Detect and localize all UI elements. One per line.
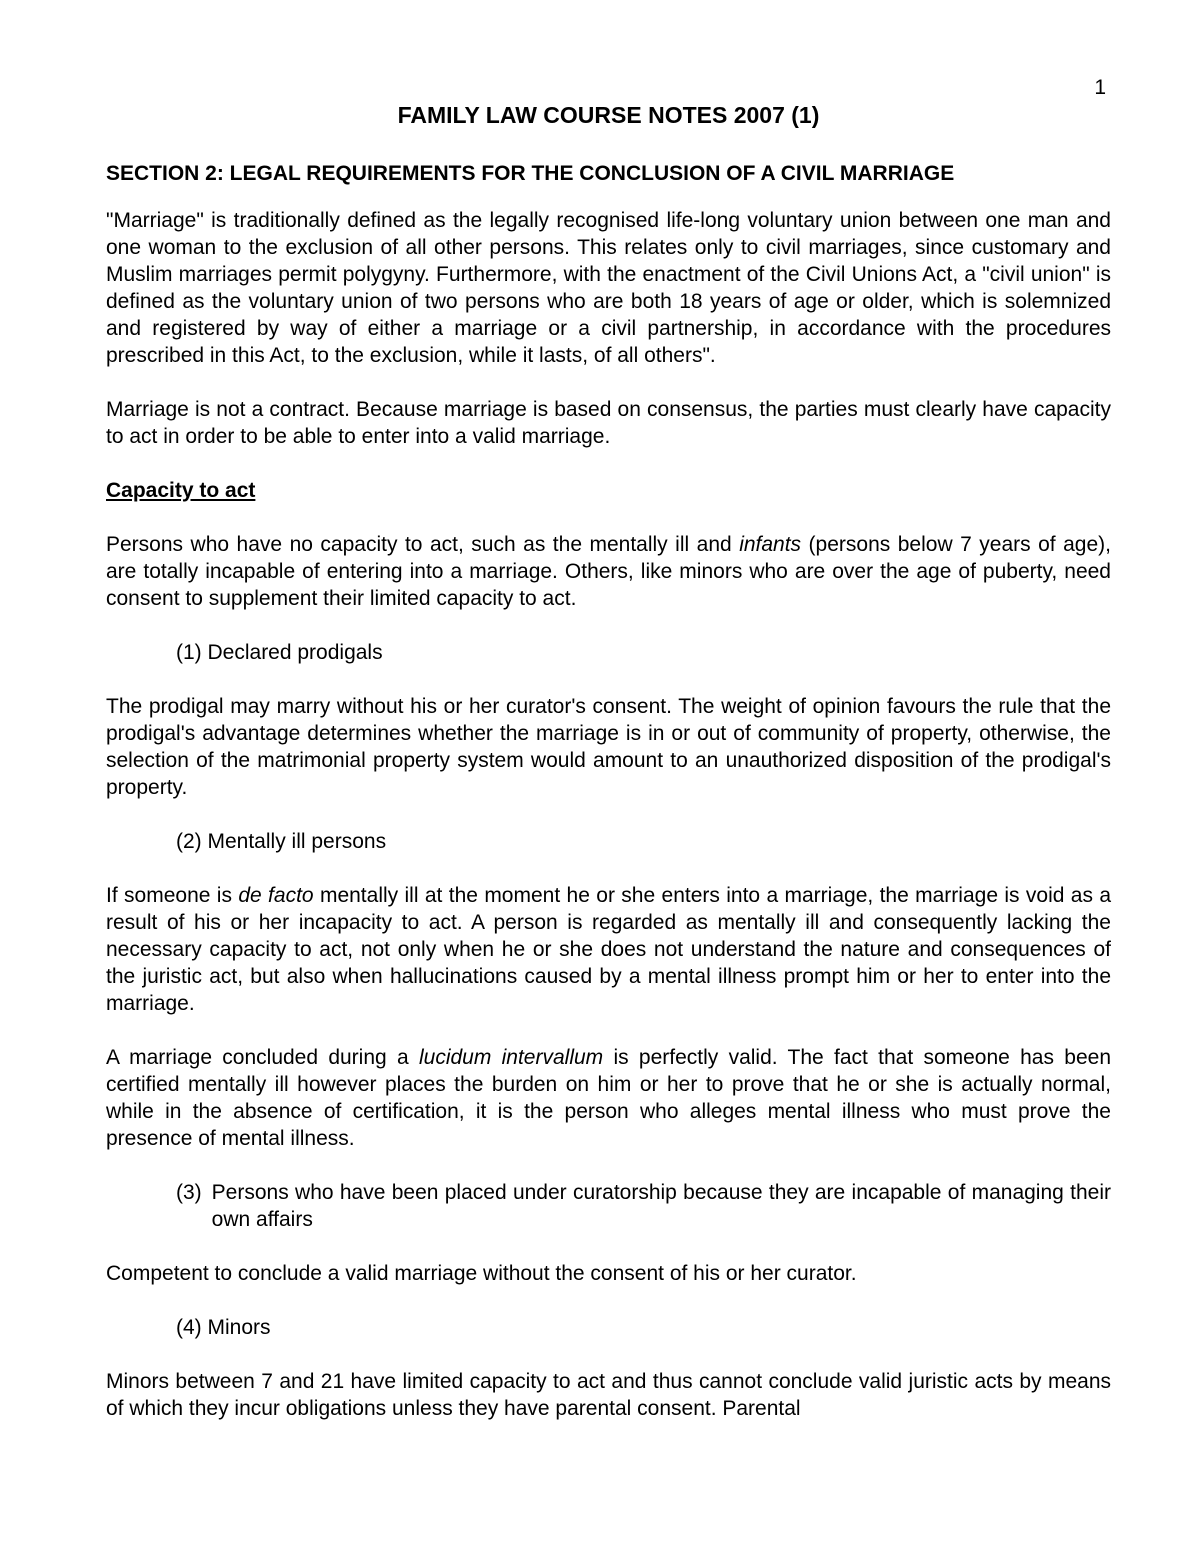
capacity-text-1: Persons who have no capacity to act, such as the mentally ill and: [106, 533, 740, 556]
mentally-ill-text-2: mentally ill at the moment he or she enters into a marriage, the marriage is void as a result of his or her incapacity to act. A person is regarded as mentally ill and consequently lacking the necessary capacity to act, not only when he or she does not understand the nature and consequences of the juristic act, but also when hallucinations caused by a mental illness prompt him or her to enter into the marriage.: [106, 884, 1111, 1015]
capacity-italic: infants: [739, 533, 802, 556]
mentally-ill-italic-1: de facto: [238, 884, 314, 907]
lucidum-text-2: is perfectly valid. The fact that someone has been certified mentally ill however places the burden on him or her to prove that he or she is actually normal, while in the absence of certification, it is the person who alleges mental illness who must prove the presence of mental illness.: [106, 1046, 1111, 1150]
capacity-text-2: (persons below 7 years of age), are totally incapable of entering into a marriage. Others, like minors who are over the age of puberty, need consent to supplement their limited capacity to act.: [106, 533, 1111, 610]
lucidum-text-1: A marriage concluded during a: [106, 1046, 419, 1069]
item-curatorship: [106, 1179, 1111, 1233]
curatorship-paragraph: Competent to conclude a valid marriage without the consent of his or her curator.: [106, 1262, 857, 1285]
item-2-label: (2) Mentally ill persons: [176, 830, 387, 853]
page-number: 1: [1094, 76, 1106, 99]
item-1-label: (1) Declared prodigals: [176, 641, 383, 664]
intro-paragraph-1: "Marriage" is traditionally defined as the legally recognised life-long voluntary union between one man and one woman to the exclusion of all other persons. This relates only to civil marriages, since customary and Muslim marriages permit polygyny. Furthermore, with the enactment of the Civil Unions Act, a "civil union" is defined as the voluntary union of two persons who are both 18 years of age or older, which is solemnized and registered by way of either a marriage or a civil partnership, in accordance with the procedures prescribed in this Act, to the exclusion, while it lasts, of all others".: [106, 209, 1111, 367]
lucidum-italic: lucidum intervallum: [418, 1046, 604, 1069]
mentally-ill-paragraph-1: [106, 882, 1111, 1017]
prodigals-paragraph: The prodigal may marry without his or her curator's consent. The weight of opinion favours the rule that the prodigal's advantage determines whether the marriage is in or out of community of property, otherwise, the selection of the matrimonial property system would amount to an unauthorized disposition of the prodigal's property.: [106, 695, 1111, 799]
item-mentally-ill: [106, 828, 1111, 855]
item-4-label: (4) Minors: [176, 1316, 271, 1339]
document-title: FAMILY LAW COURSE NOTES 2007 (1): [397, 102, 820, 128]
item-3-number: (3): [176, 1181, 202, 1204]
document-body: [106, 100, 1111, 1449]
item-declared-prodigals: [106, 639, 1111, 666]
section-heading: SECTION 2: LEGAL REQUIREMENTS FOR THE CONCLUSION OF A CIVIL MARRIAGE: [106, 162, 955, 185]
mentally-ill-paragraph-2: [106, 1044, 1111, 1152]
capacity-paragraph: [106, 531, 1111, 612]
mentally-ill-text-1: If someone is: [106, 884, 239, 907]
item-3-label: Persons who have been placed under curatorship because they are incapable of managing their own affairs: [211, 1181, 1111, 1231]
capacity-heading: Capacity to act: [106, 479, 256, 502]
intro-paragraph-2: Marriage is not a contract. Because marriage is based on consensus, the parties must clearly have capacity to act in order to be able to enter into a valid marriage.: [106, 398, 1111, 448]
minors-paragraph: Minors between 7 and 21 have limited capacity to act and thus cannot conclude valid juristic acts by means of which they incur obligations unless they have parental consent. Parental: [106, 1370, 1111, 1420]
item-minors: [106, 1314, 1111, 1341]
